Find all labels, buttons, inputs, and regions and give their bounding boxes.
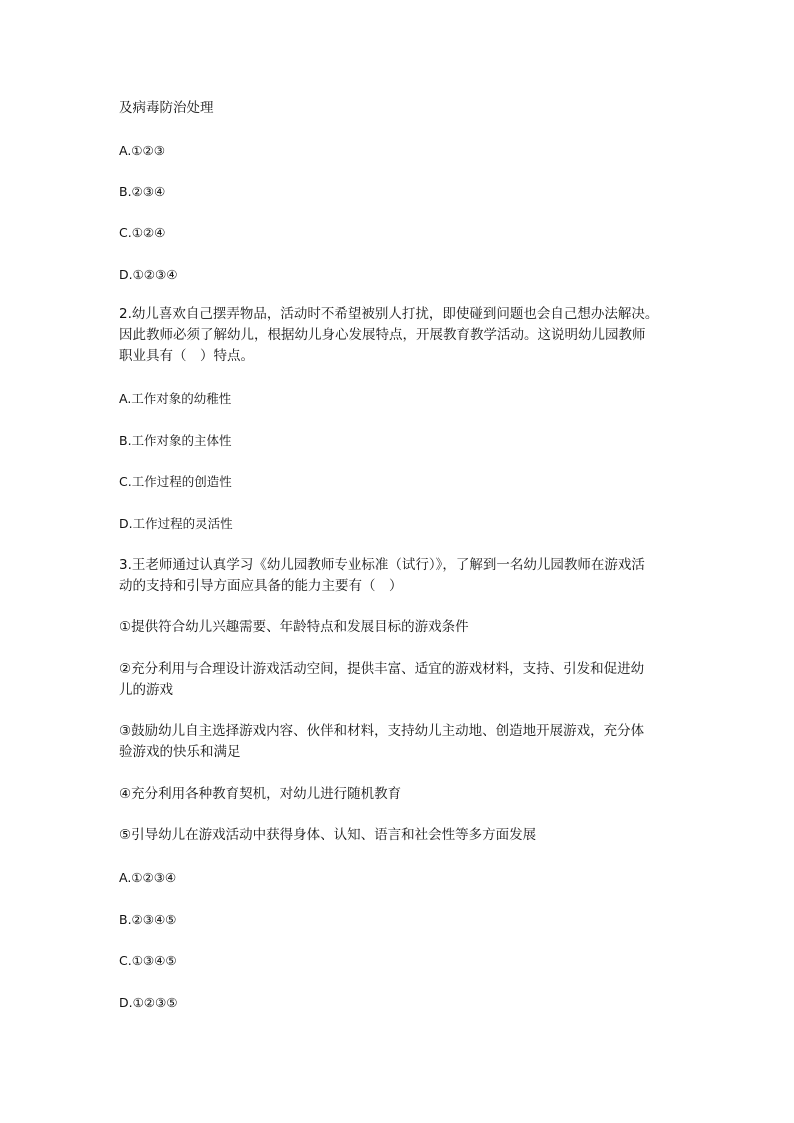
q3-stem-line1: 3.王老师通过认真学习《幼儿园教师专业标准（试行）》，了解到一名幼儿园教师在游戏活 [119,557,645,573]
q3-option-c: C.①③④⑤ [119,953,177,968]
q1-option-c: C.①②④ [119,225,166,240]
q3-item-3-line2: 验游戏的快乐和满足 [119,744,241,760]
q1-option-d: D.①②③④ [119,267,178,282]
q1-option-a: A.①②③ [119,143,165,158]
q2-option-c: C.工作过程的创造性 [119,474,232,489]
q3-item-1: ①提供符合幼儿兴趣需要、年龄特点和发展目标的游戏条件 [119,619,469,635]
q3-option-b: B.②③④⑤ [119,912,177,927]
q3-item-2-line1: ②充分利用与合理设计游戏活动空间，提供丰富、适宜的游戏材料，支持、引发和促进幼 [119,661,645,677]
q3-item-2-line2: 儿的游戏 [119,682,173,698]
q3-item-3-line1: ③鼓励幼儿自主选择游戏内容、伙伴和材料，支持幼儿主动地、创造地开展游戏，充分体 [119,723,645,739]
q2-option-d: D.工作过程的灵活性 [119,516,233,531]
q3-item-4: ④充分利用各种教育契机，对幼儿进行随机教育 [119,786,402,802]
q2-option-a: A.工作对象的幼稚性 [119,391,232,406]
q2-stem-line1: 2.幼儿喜欢自己摆弄物品，活动时不希望被别人打扰，即使碰到问题也会自己想办法解决。 [119,306,659,322]
q2-option-b: B.工作对象的主体性 [119,433,232,448]
q3-stem-line2: 动的支持和引导方面应具备的能力主要有（ ） [119,578,403,594]
q1-option-b: B.②③④ [119,184,166,199]
q3-item-5: ⑤引导幼儿在游戏活动中获得身体、认知、语言和社会性等多方面发展 [119,827,537,843]
q3-option-a: A.①②③④ [119,870,177,885]
q3-option-d: D.①②③⑤ [119,995,178,1010]
prev-question-tail: 及病毒防治处理 [119,100,214,116]
q2-stem-line2: 因此教师必须了解幼儿，根据幼儿身心发展特点，开展教育教学活动。这说明幼儿园教师 [119,327,646,343]
q2-stem-line3: 职业具有（ ）特点。 [119,348,254,364]
